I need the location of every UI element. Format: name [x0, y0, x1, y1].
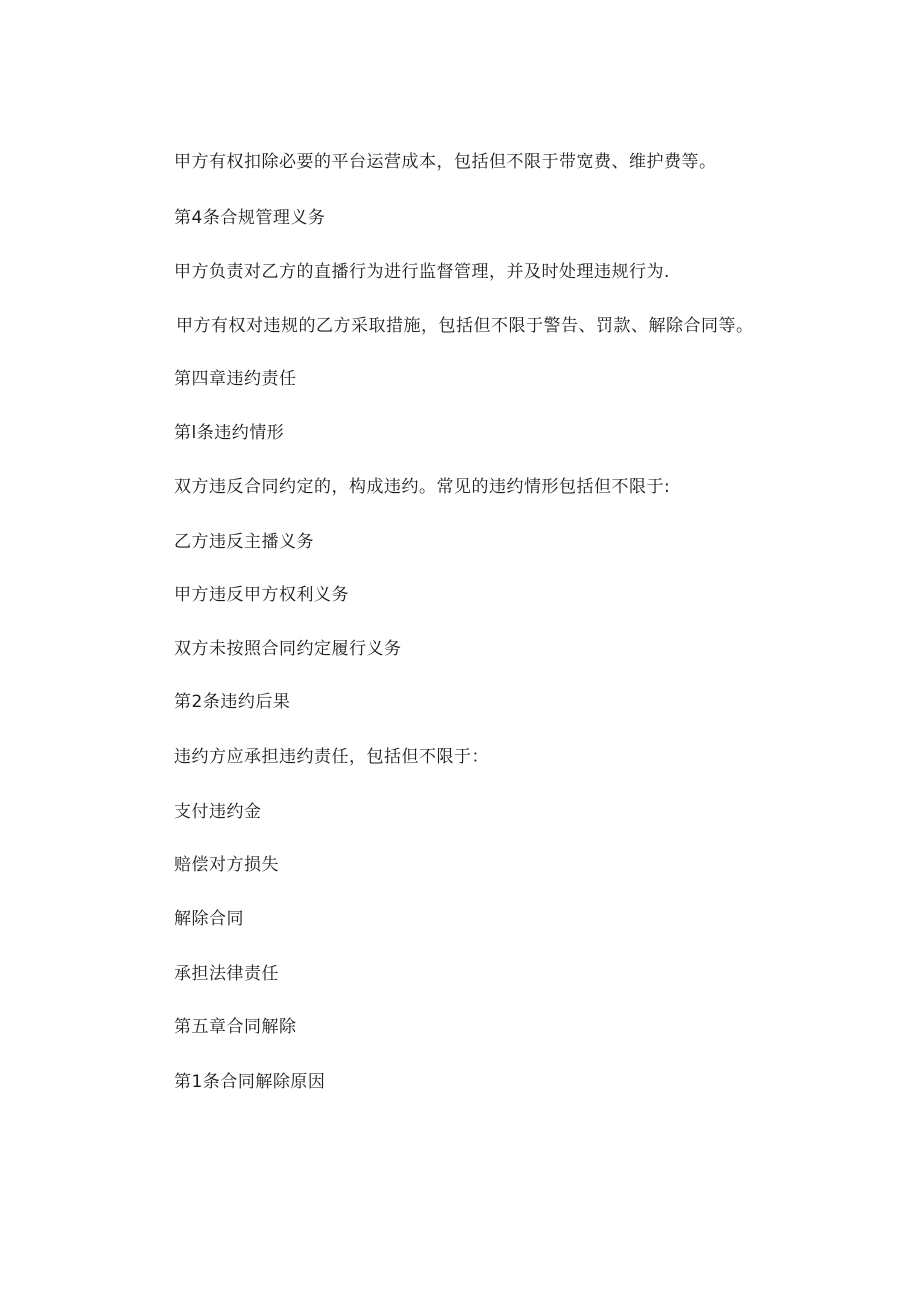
paragraph-measures: 甲方有权对违规的乙方采取措施，包括但不限于警告、罚款、解除合同等。: [176, 316, 754, 336]
paragraph-cost-deduction: 甲方有权扣除必要的平台运营成本，包括但不限于带宽费、维护费等。: [174, 152, 717, 172]
chapter-heading-termination: 第五章合同解除: [174, 1017, 297, 1037]
article-heading-breach-consequences: 第2条违约后果: [174, 692, 291, 712]
paragraph-supervision: 甲方负责对乙方的直播行为进行监督管理，并及时处理违规行为.: [174, 262, 670, 282]
list-item: 承担法律责任: [174, 964, 279, 984]
paragraph-liability: 违约方应承担违约责任，包括但不限于：: [174, 747, 489, 767]
list-item: 解除合同: [174, 909, 244, 929]
chapter-heading-breach: 第四章违约责任: [174, 369, 297, 389]
article-heading-termination-reasons: 第1条合同解除原因: [174, 1072, 326, 1092]
list-item: 双方未按照合同约定履行义务: [174, 639, 402, 659]
list-item: 甲方违反甲方权利义务: [174, 585, 349, 605]
list-item: 乙方违反主播义务: [174, 532, 314, 552]
paragraph-breach-definition: 双方违反合同约定的，构成违约。常见的违约情形包括但不限于:: [174, 477, 671, 497]
list-item: 支付违约金: [174, 802, 262, 822]
article-heading-breach-cases: 第l条违约情形: [174, 423, 285, 443]
list-item: 赔偿对方损失: [174, 855, 279, 875]
article-heading-compliance: 第4条合规管理义务: [174, 208, 326, 228]
